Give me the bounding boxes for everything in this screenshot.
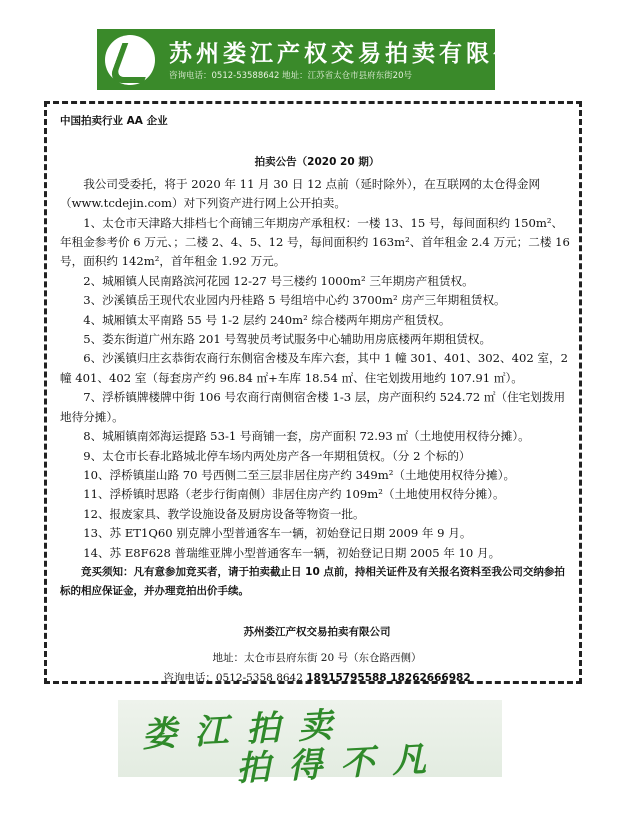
bidding-notice: 竞买须知：凡有意参加竞买者，请于拍卖截止日 10 点前，持相关证件及有关报名资料至我公司交纳参拍标的相应保证金，并办理竞拍出价手续。 [60, 565, 565, 597]
footer-phone [60, 668, 574, 688]
list-item: 4、城厢镇太平南路 55 号 1-2 层约 240m² 综合楼两年期房产租赁权。 [83, 312, 451, 327]
banner-subtitle: 咨询电话：0512-53588642 地址：江苏省太仓市县府东街20号 [169, 71, 412, 81]
footer-company: 苏州娄江产权交易拍卖有限公司 [243, 625, 391, 638]
list-item: 10、浮桥镇崖山路 70 号西侧二至三层非居住房产约 349m²（土地使用权待分摊）。 [83, 467, 516, 482]
announcement-title: 拍卖公告（2020 20 期） [254, 156, 380, 169]
list-item: 2、城厢镇人民南路滨河花园 12-27 号三楼约 1000m² 三年期房产租赁权。 [83, 273, 474, 288]
list-item: 5、娄东街道广州东路 201 号驾驶员考试服务中心辅助用房底楼两年期租赁权。 [83, 332, 492, 347]
footer-phone-label: 咨询电话：0512-5358 8642 [163, 672, 307, 685]
intro-paragraph: 我公司受委托，将于 2020 年 11 月 30 日 12 点前（延时除外），在互联网的太仓得金网（www.tcdejin.com）对下列资产进行网上公开拍卖。 [60, 176, 541, 211]
list-item: 12、报废家具、教学设施设备及厨房设备等物资一批。 [83, 506, 365, 521]
banner-title: 苏州娄江产权交易拍卖有限公司 [169, 41, 547, 67]
slogan-banner [118, 700, 502, 790]
header-banner [97, 29, 547, 90]
announcement-content [60, 112, 574, 688]
list-item: 7、浮桥镇牌楼牌中街 106 号农商行南侧宿舍楼 1-3 层，房产面积约 524.72 ㎡（住宅划拨用地待分摊）。 [60, 390, 566, 424]
list-item: 1、太仓市天津路大排档七个商铺三年期房产承租权：一楼 13、15 号，每间面积约 150m²、年租金参考价 6 万元、；二楼 2、4、5、12 号，每间面积约 163m²、首年租金 2.4 万元；二楼 16 号，面积约 142m²，首年租金 1.92 万元。 [60, 215, 570, 269]
company-logo-icon [105, 35, 155, 85]
list-item: 8、城厢镇南郊海运提路 53-1 号商铺一套，房产面积 72.93 ㎡（土地使用权待分摊）。 [83, 429, 530, 444]
footer-phone-mobile: 18915795588 18262666982 [306, 672, 471, 685]
slogan-line-2: 拍得不凡 [235, 738, 446, 790]
list-item: 6、沙溪镇归庄玄恭街农商行东侧宿舍楼及车库六套，其中 1 幢 301、401、302、402 室，2 幢 401、402 室（每套房产约 96.84 ㎡+车库 18.54 ㎡、住宅划拨用地约 107.91 ㎡）。 [60, 351, 568, 385]
footer [60, 623, 574, 688]
list-item: 14、苏 E8F628 普瑞维亚牌小型普通客车一辆，初始登记日期 2005 年 10 月。 [83, 545, 501, 560]
list-item: 13、苏 ET1Q60 别克牌小型普通客车一辆，初始登记日期 2009 年 9 月。 [83, 526, 472, 541]
head-note: 中国拍卖行业 AA 企业 [60, 115, 168, 127]
list-item: 11、浮桥镇时思路（老步行街南侧）非居住房产约 109m²（土地使用权待分摊）。 [83, 487, 505, 502]
list-item: 9、太仓市长春北路城北停车场内两处房产各一年期租赁权。（分 2 个标的） [83, 448, 471, 463]
list-item: 3、沙溪镇岳王现代农业园内丹桂路 5 号组培中心约 3700m² 房产三年期租赁权。 [83, 293, 506, 308]
footer-address: 地址：太仓市县府东街 20 号（东仓路西侧） [212, 652, 422, 665]
slogan-line-1: 娄江拍卖 [141, 704, 352, 756]
